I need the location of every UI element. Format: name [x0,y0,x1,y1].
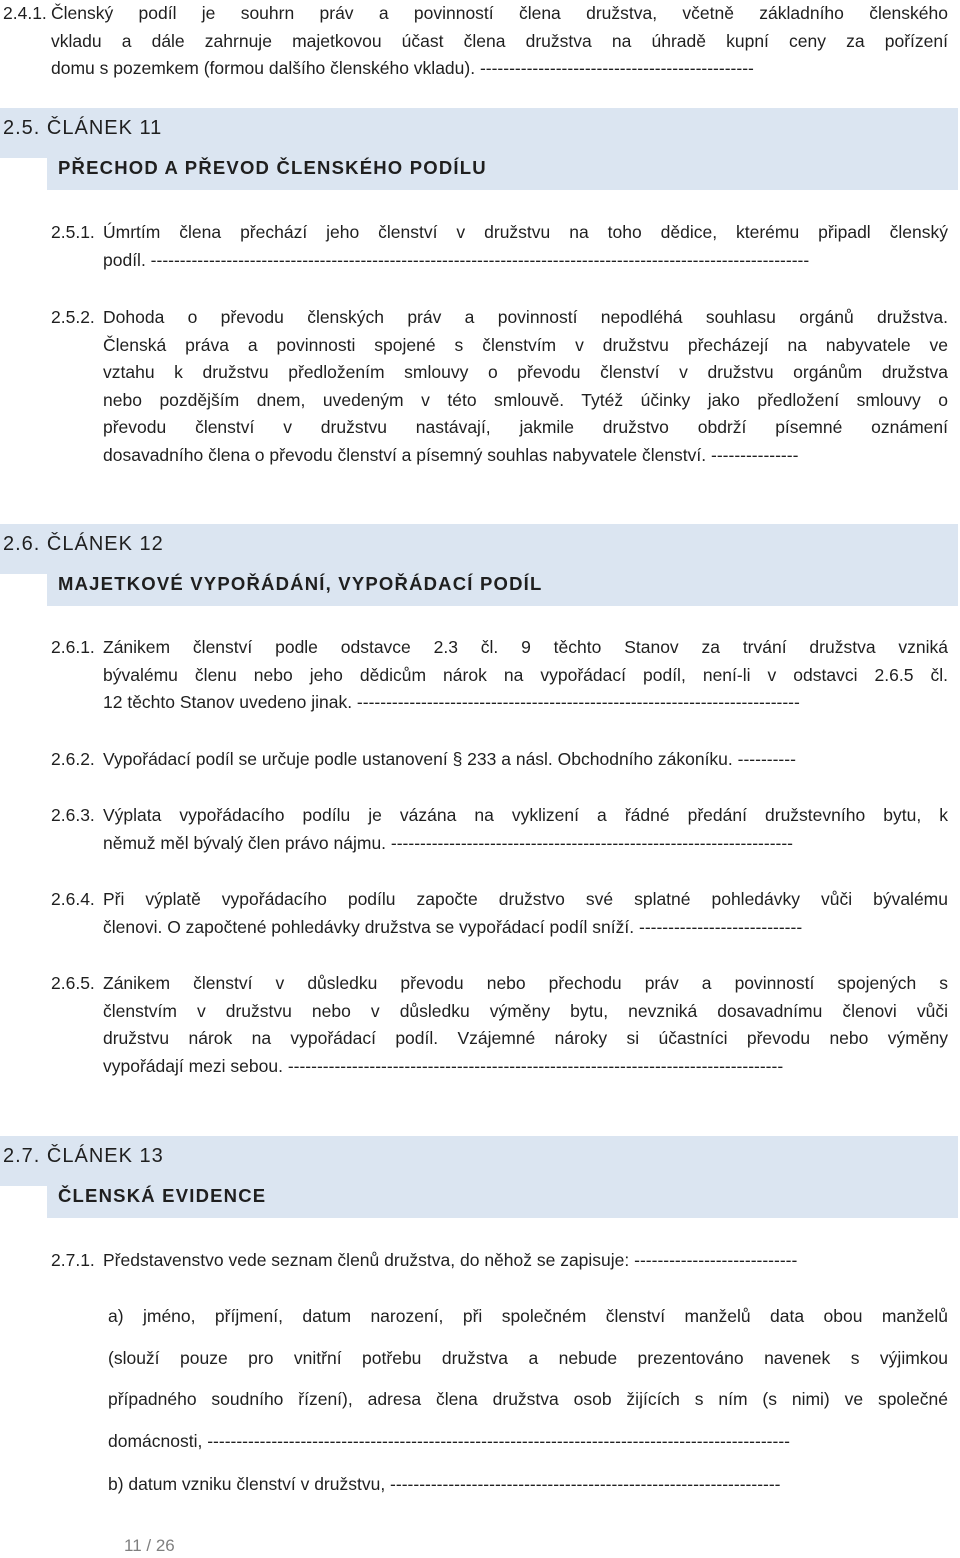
paragraph-number: 2.4.1. [3,3,47,23]
text-line: vztahu k družstvu předložením smlouvy o převodu členství v družstvu orgánům družstva [103,362,948,382]
section-heading-2-6 [0,524,958,606]
paragraph-number: 2.7.1. [51,1250,95,1270]
text-line: domu s pozemkem (formou dalšího členského vkladu). ----------------------------------------------- [51,58,754,78]
paragraph-text [103,634,948,717]
text-line: Představenstvo vede seznam členů družstva, do něhož se zapisuje: ---------------------------- [103,1250,798,1270]
paragraph-number: 2.6.4. [51,889,95,909]
text-line: členstvím v družstvu nebo v důsledku výměny bytu, nevzniká dosavadnímu členovi vůči [103,1000,948,1021]
section-heading-2-5 [0,108,958,190]
text-line: vkladu a dále zahrnuje majetkovou účast člena družstva na úhradě kupní ceny za pořízení [51,30,948,51]
text-line: němuž měl bývalý člen právo nájmu. --------------------------------------------------------------------- [103,832,794,853]
paragraph-number: 2.5.2. [51,307,95,327]
text-line: Dohoda o převodu členských práv a povinností nepodléhá souhlasu orgánů družstva. [103,307,948,327]
text-line: b) datum vzniku členství v družstvu, ------------------------------------------------------------------- [108,1474,781,1494]
paragraph-number: 2.6.5. [51,973,95,993]
text-line: Při výplatě vypořádacího podílu započte družstvo své splatné pohledávky vůči bývalému [103,889,948,909]
paragraph-number: 2.5.1. [51,222,95,242]
text-line: Členská práva a povinnosti spojené s členstvím v družstvu přecházejí na nabyvatele ve [103,334,948,355]
paragraph-number: 2.6.2. [51,749,95,769]
text-line: 12 těchto Stanov uvedeno jinak. ---------------------------------------------------------------------------- [103,692,800,712]
text-line: Členský podíl je souhrn práv a povinností člena družstva, včetně základního členského [51,3,948,23]
section-title: 2.7. ČLÁNEK 13 [3,1145,164,1167]
list-item-a [108,1296,948,1462]
paragraph-text [103,219,948,274]
text-line: nebo pozdějším dnem, uvedeným v této smlouvě. Tytéž účinky jako předložení smlouvy o [103,389,948,410]
page-number: 11 / 26 [124,1536,175,1555]
paragraph-text [103,1247,948,1275]
text-line: a) jméno, příjmení, datum narození, při společném členství manželů data obou manželů [108,1306,948,1326]
text-line: Zánikem členství v důsledku převodu nebo přechodu práv a povinností spojených s [103,973,948,993]
section-subtitle: ČLENSKÁ EVIDENCE [58,1185,267,1206]
text-line: Výplata vypořádacího podílu je vázána na vyklizení a řádné předání družstevního bytu, k [103,805,948,825]
section-heading-2-7 [0,1136,958,1218]
text-line: družstvu nárok na vypořádací podíl. Vzájemné nároky si účastníci převodu nebo výměny [103,1028,948,1048]
text-line: Úmrtím člena přechází jeho členství v družstvu na toho dědice, kterému připadl členský [103,222,948,242]
text-line: členovi. O započtené pohledávky družstva se vypořádací podíl sníží. ---------------------------- [103,916,803,937]
text-line: Zánikem členství podle odstavce 2.3 čl. 9 těchto Stanov za trvání družstva vzniká [103,637,948,657]
text-line: domácnosti, ---------------------------------------------------------------------------------------------------- [108,1430,790,1451]
paragraph-text [103,304,948,469]
text-line: převodu členství v družstvu nastávají, jakmile družstvo obdrží písemné oznámení [103,417,948,437]
text-line: případného soudního řízení), adresa člena družstva osob žijících s ním (s nimi) ve společné [108,1389,948,1409]
section-subtitle: MAJETKOVÉ VYPOŘÁDÁNÍ, VYPOŘÁDACÍ PODÍL [58,573,543,594]
text-line: dosavadního člena o převodu členství a písemný souhlas nabyvatele členství. --------------- [103,444,799,465]
section-title: 2.5. ČLÁNEK 11 [3,117,163,139]
paragraph-text [103,886,948,941]
paragraph-number: 2.6.1. [51,637,95,657]
list-item-b [108,1464,948,1506]
paragraph-text [103,802,948,857]
paragraph-text [103,746,948,774]
section-subtitle: PŘECHOD A PŘEVOD ČLENSKÉHO PODÍLU [58,157,487,178]
paragraph-text [51,0,948,83]
section-title: 2.6. ČLÁNEK 12 [3,533,164,555]
text-line: Vypořádací podíl se určuje podle ustanovení § 233 a násl. Obchodního zákoníku. ---------- [103,749,796,769]
text-line: bývalému členu nebo jeho dědicům nárok na vypořádací podíl, není-li v odstavci 2.6.5 čl. [103,664,948,685]
text-line: podíl. ----------------------------------------------------------------------------------------------------------------- [103,249,810,270]
text-line: vypořádají mezi sebou. ------------------------------------------------------------------------------------- [103,1055,784,1076]
paragraph-text [103,970,948,1080]
paragraph-number: 2.6.3. [51,805,95,825]
text-line: (slouží pouze pro vnitřní potřebu družstva a nebude prezentováno navenek s výjimkou [108,1347,948,1368]
